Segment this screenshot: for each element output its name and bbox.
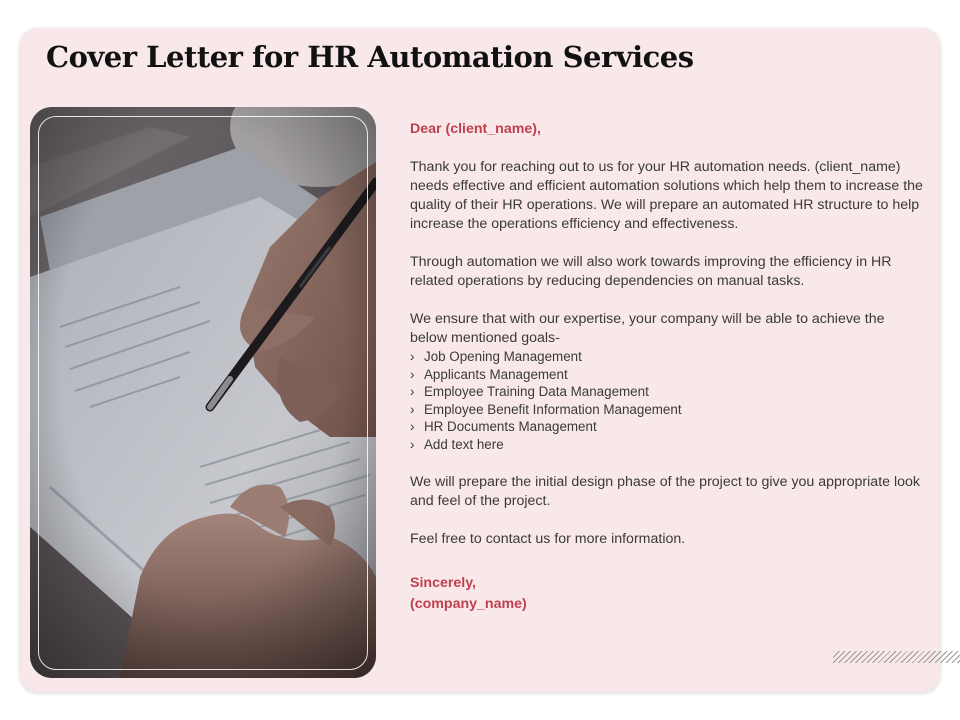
paragraph-automation: Through automation we will also work towards improving the efficiency in HR related operations by reducing dependencies on manual tasks. [410,254,892,289]
slide-title: Cover Letter for HR Automation Services [46,40,694,74]
chevron-right-icon: › [410,419,415,435]
list-item: › Job Opening Management [410,349,582,364]
paragraph-contact: Feel free to contact us for more information. [410,530,686,547]
goals-list [410,348,925,454]
chevron-right-icon: › [410,401,415,417]
paragraph-design-phase: We will prepare the initial design phase of the project to give you appropriate look and feel of the project. [410,473,921,509]
list-item: › Add text here [410,436,504,452]
chevron-right-icon: › [410,349,415,364]
decorative-hatch [833,651,960,663]
paragraph-goals-intro: We ensure that with our expertise, your company will be able to achieve the below mentioned goals- [410,311,885,346]
cover-letter-body [410,120,925,615]
list-item: › Employee Training Data Management [410,384,649,400]
list-item: › Applicants Management [410,366,568,382]
signature: (company_name) [410,595,527,612]
signoff-block [410,573,925,615]
chevron-right-icon: › [410,436,415,452]
salutation: Dear (client_name), [410,121,541,137]
list-item: › Employee Benefit Information Management [410,401,682,417]
signoff: Sincerely, [410,574,476,591]
hand-signing-document-photo [30,107,376,678]
paragraph-intro: Thank you for reaching out to us for your HR automation needs. (client_name) needs effective and efficient automation solutions which help them to increase the quality of their HR operations. We will prepare an automated HR structure to help increase the operations efficiency and effectiveness. [410,159,923,232]
chevron-right-icon: › [410,384,415,400]
chevron-right-icon: › [410,366,415,382]
list-item: › HR Documents Management [410,419,597,435]
